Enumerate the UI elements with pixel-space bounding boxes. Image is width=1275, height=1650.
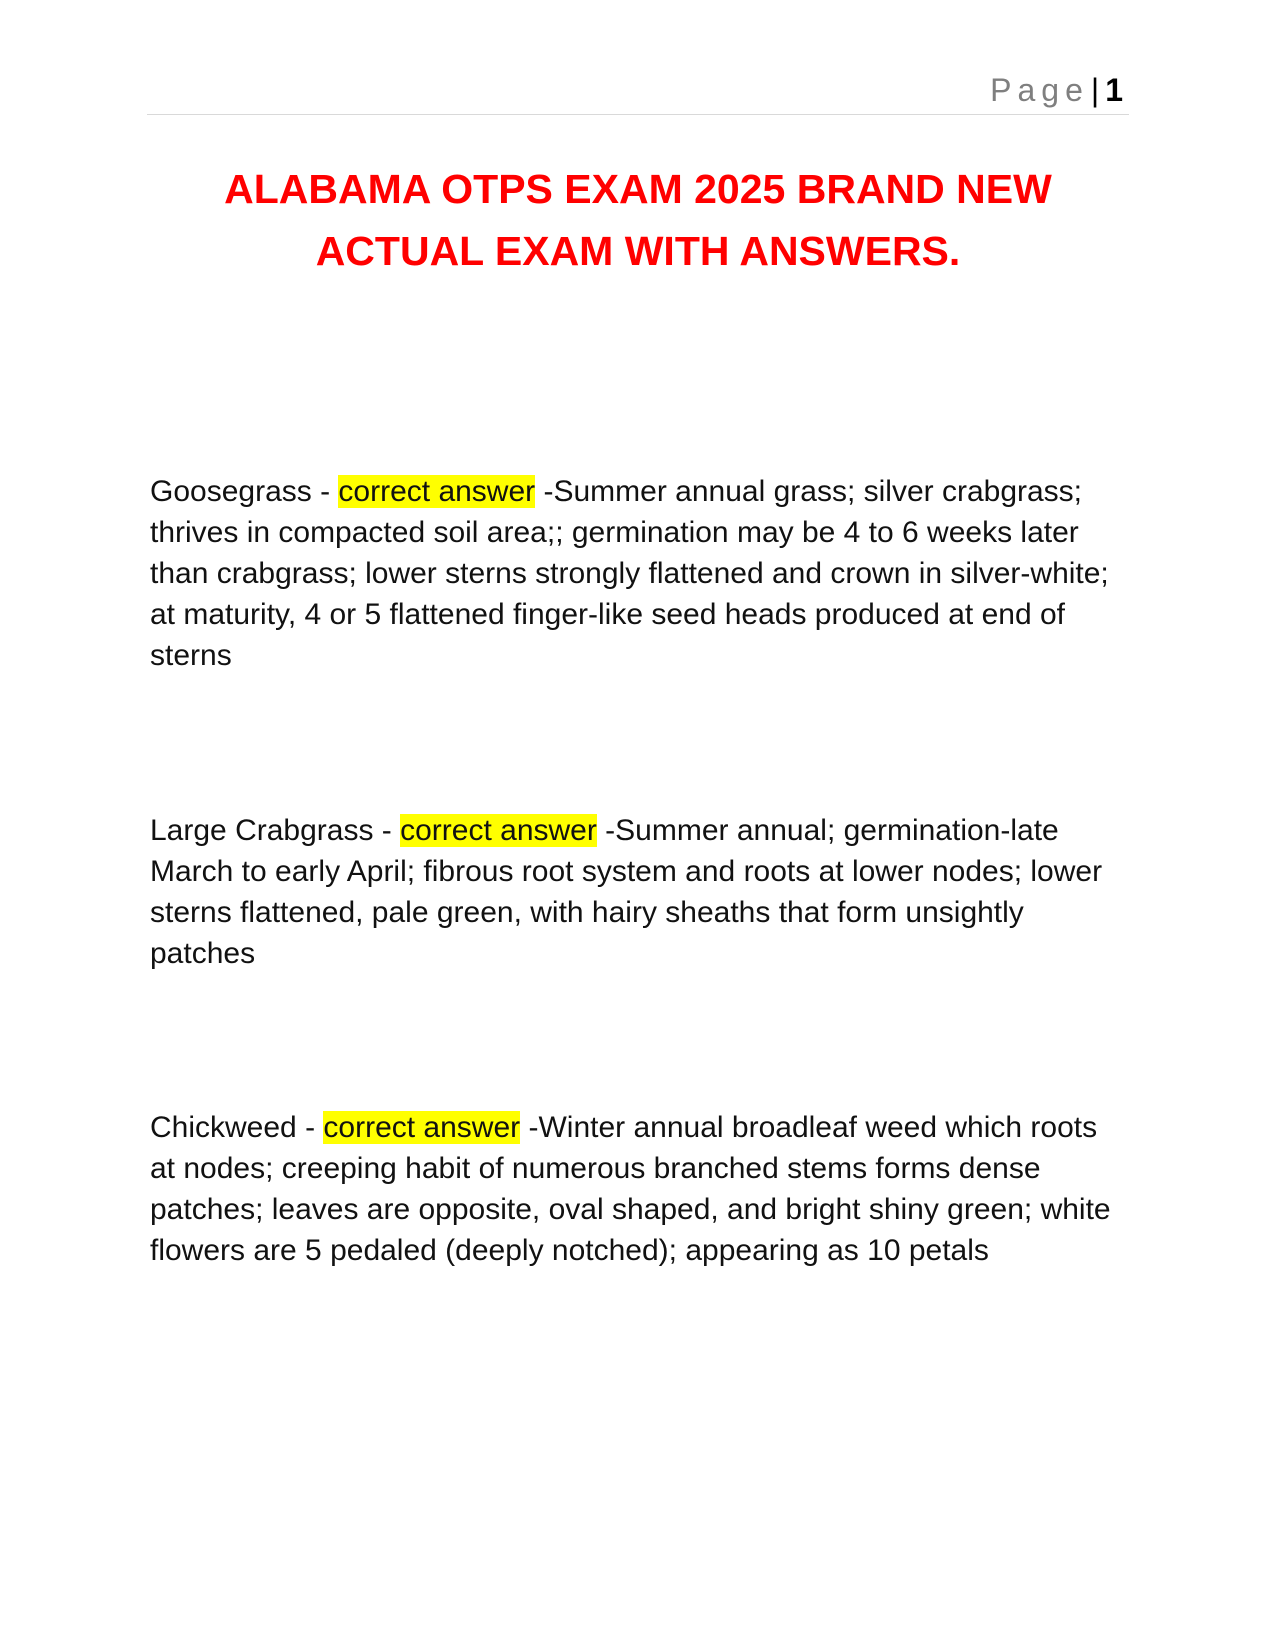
entry-definition: -Winter annual broadleaf weed which roots at nodes; creeping habit of numerous branched stems forms dense patches; leaves are opposite, oval shaped, and bright shiny green; white flowers are 5 pedaled (deeply notched); appearing as 10 petals: [150, 1111, 1111, 1267]
entry-term: Chickweed -: [150, 1111, 324, 1144]
qa-entry-goosegrass: [150, 471, 1130, 676]
page-label: Page: [990, 72, 1089, 108]
entry-term: Goosegrass -: [150, 475, 339, 508]
correct-answer-marker: correct answer: [323, 1111, 521, 1144]
document-title: ALABAMA OTPS EXAM 2025 BRAND NEW ACTUAL EXAM WITH ANSWERS.: [224, 166, 1052, 274]
entry-definition: -Summer annual; germination-late March to early April; fibrous root system and roots at lower nodes; lower sterns flattened, pale green, with hairy sheaths that form unsightly patches: [150, 814, 1103, 970]
page-indicator: [990, 74, 1123, 106]
entry-definition: -Summer annual grass; silver crabgrass; thrives in compacted soil area;; germination may be 4 to 6 weeks later than crabgrass; lower sterns strongly flattened and crown in silver-white; at maturity, 4 or 5 flattened finger-like seed heads produced at end of sterns: [150, 475, 1109, 672]
page-separator: |: [1090, 72, 1100, 108]
qa-entry-large-crabgrass: [150, 810, 1130, 974]
entry-term: Large Crabgrass -: [150, 814, 401, 847]
page-number: 1: [1105, 72, 1123, 108]
qa-entry-chickweed: [150, 1107, 1130, 1271]
page-header: [147, 66, 1129, 115]
correct-answer-marker: correct answer: [400, 814, 597, 847]
correct-answer-marker: correct answer: [338, 475, 536, 508]
